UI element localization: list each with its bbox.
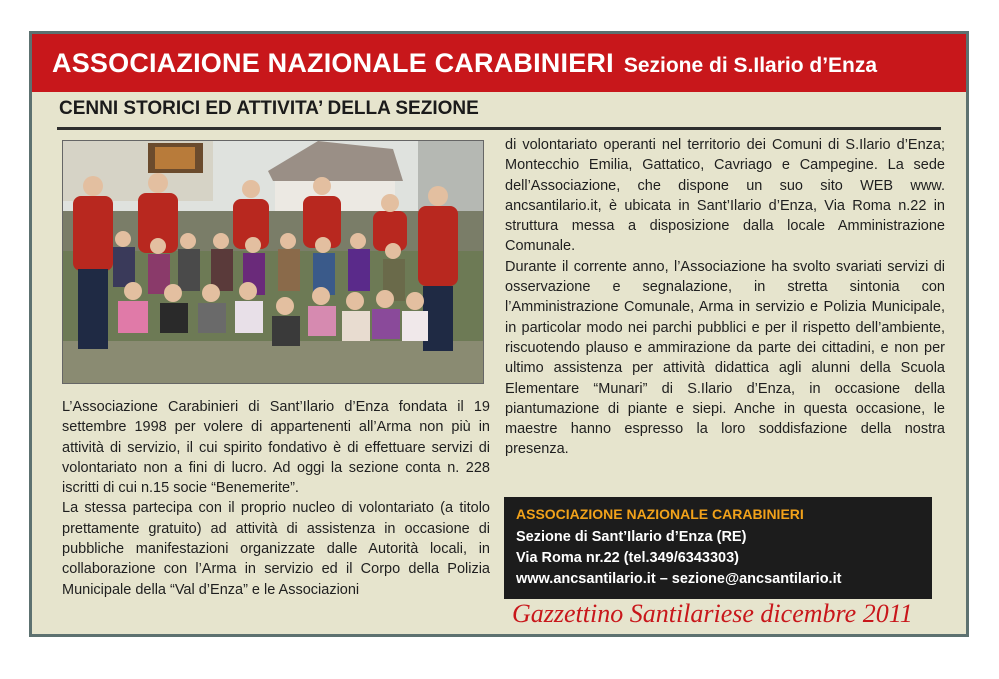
contact-title: ASSOCIAZIONE NAZIONALE CARABINIERI	[516, 506, 804, 522]
group-photo-icon	[63, 141, 484, 384]
left-column	[62, 397, 490, 600]
article-panel	[29, 31, 969, 637]
section-title: CENNI STORICI ED ATTIVITA’ DELLA SEZIONE	[59, 98, 479, 119]
group-photo	[62, 140, 484, 384]
title-divider	[57, 127, 941, 130]
paragraph: L’Associazione Carabinieri di Sant’Ilario d’Enza fondata il 19 settembre 1998 per volere di appartenenti all’Arma non più in attività di servizio, il cui spirito fondativo è di effettuare servizi di volontariato non a fini di lucro. Ad oggi la sezione conta n. 228 iscritti di cui n.15 socie “Benemerite”.	[62, 399, 490, 497]
paragraph: Durante il corrente anno, l’Associazione ha svolto svariati servizi di osservazione e segnalazione, in stretta sintonia con l’Amministrazione Comunale, Arma in servizio e Polizia Municipale, in particolar modo nei parchi pubblici e per il rispetto dell’ambiente, riscuotendo plauso e ammirazione da parte dei cittadini, e non per ultimo assistenza per attività didattica agli alunni della Scuola Elementare “Munari” di S.Ilario d’Enza, in occasione della piantumazione di piante e siepi. Anche in questa occasione, le maestre hanno espresso la loro soddisfazione della nostra presenza.	[505, 258, 945, 458]
paragraph: di volontariato operanti nel territorio dei Comuni di S.Ilario d’Enza; Montecchio Emilia, Gattatico, Cavriago e Campegine. La sede dell’Associazione, che dispone un suo sito WEB www. ancsantilario.it, è ubicata in Sant’Ilario d’Enza, Via Roma n.22 in struttura messa a disposizione dalla locale Amministrazione Comunale.	[505, 137, 945, 255]
header-subtitle: Sezione di S.Ilario d’Enza	[623, 54, 878, 77]
right-column	[505, 135, 945, 460]
header-banner	[32, 34, 966, 92]
publication-credit: Gazzettino Santilariese dicembre 2011	[512, 599, 913, 628]
header-title: ASSOCIAZIONE NAZIONALE CARABINIERI	[52, 47, 614, 78]
contact-box	[504, 497, 932, 599]
contact-section: Sezione di Sant’Ilario d’Enza (RE)	[516, 529, 747, 545]
paragraph: La stessa partecipa con il proprio nucleo di volontariato (a titolo prettamente gratuito) ad attività di assistenza in occasione di pubbliche manifestazioni organizzate dalle Autorità locali, in collaborazione con l’Arma in servizio ed il Corpo della Polizia Municipale della “Val d’Enza” e le Associazioni	[62, 500, 490, 598]
contact-address: Via Roma nr.22 (tel.349/6343303)	[516, 550, 740, 566]
contact-web-email: www.ancsantilario.it – sezione@ancsantilario.it	[516, 571, 842, 587]
